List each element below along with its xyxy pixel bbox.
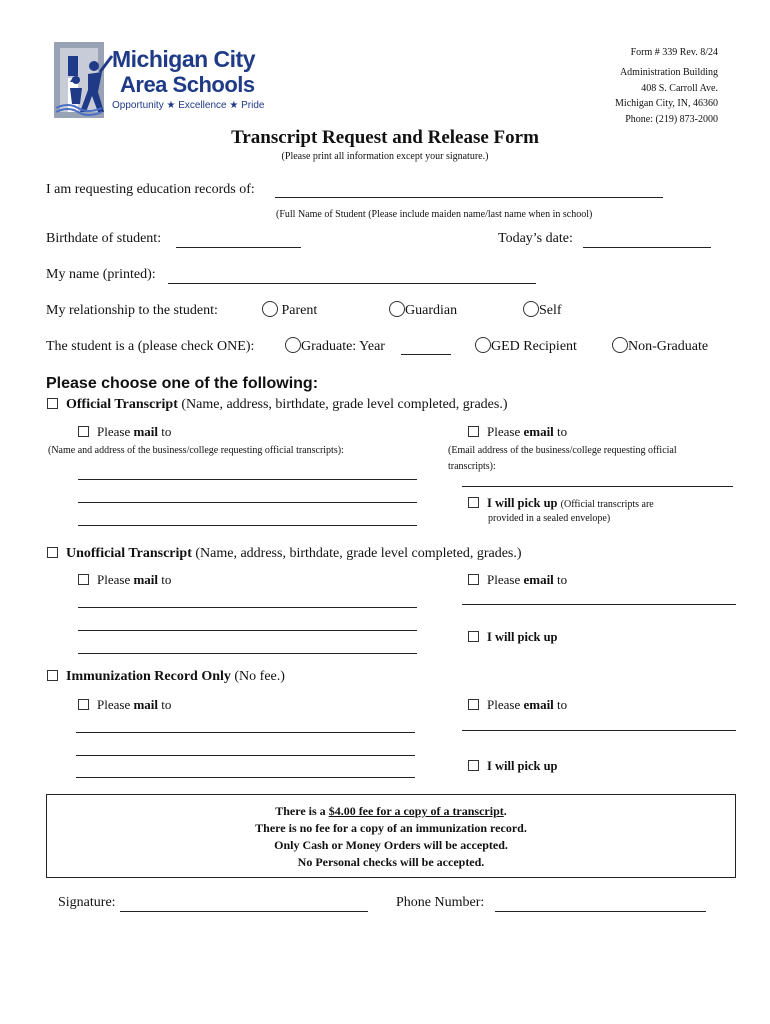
address-line: 408 S. Carroll Ave. (641, 82, 718, 94)
immunization-pickup-checkbox[interactable] (468, 760, 479, 771)
signature-field[interactable] (120, 911, 368, 912)
todays-date-label: Today’s date: (498, 231, 573, 246)
graduation-year-field[interactable] (401, 354, 451, 355)
fee-text: There is a (275, 804, 329, 818)
mail-label-bold: mail (133, 572, 159, 587)
logo-text-line1: Michigan City (112, 46, 256, 72)
immunization-email-option[interactable] (468, 697, 567, 713)
unofficial-mail-line-3[interactable] (78, 653, 417, 654)
official-mail-line-3[interactable] (78, 525, 417, 526)
fee-line-2: There is no fee for a copy of an immunization record. (255, 821, 527, 835)
address-line: Phone: (219) 873-2000 (625, 113, 718, 125)
email-label-post: to (553, 572, 568, 587)
guardian-option[interactable] (389, 301, 457, 319)
pickup-note: (Official transcripts are (560, 499, 654, 510)
graduate-option-label: Graduate: Year (301, 339, 385, 354)
my-name-field[interactable] (168, 283, 536, 284)
unofficial-email-checkbox[interactable] (468, 574, 479, 585)
parent-radio[interactable] (262, 301, 278, 317)
official-mail-checkbox[interactable] (78, 426, 89, 437)
unofficial-transcript-checkbox[interactable] (47, 547, 58, 558)
school-address (615, 65, 718, 127)
pickup-label: I will pick up (487, 630, 558, 644)
email-hint-line: (Email address of the business/college requesting official (448, 445, 677, 456)
non-graduate-radio[interactable] (612, 337, 628, 353)
official-transcript-option[interactable] (47, 397, 508, 413)
official-mail-option[interactable] (78, 424, 171, 440)
immunization-desc: (No fee.) (234, 669, 285, 684)
page-title: Transcript Request and Release Form (231, 127, 539, 148)
immunization-mail-line-2[interactable] (76, 755, 415, 756)
fee-line-3: Only Cash or Money Orders will be accepted. (274, 838, 508, 852)
address-line: Michigan City, IN, 46360 (615, 98, 718, 109)
phone-field[interactable] (495, 911, 706, 912)
immunization-email-checkbox[interactable] (468, 699, 479, 710)
ged-option-label: GED Recipient (491, 339, 577, 354)
address-line: Administration Building (619, 67, 718, 78)
immunization-option[interactable] (47, 669, 285, 685)
immunization-mail-line-3[interactable] (76, 777, 415, 778)
logo-text-line2: Area Schools (120, 72, 255, 97)
guardian-option-label: Guardian (405, 303, 458, 318)
signature-label: Signature: (58, 895, 116, 910)
student-type-label: The student is a (please check ONE): (46, 339, 255, 354)
pickup-label: I will pick up (487, 496, 558, 510)
self-option-label: Self (539, 303, 562, 318)
phone-label: Phone Number: (396, 895, 485, 910)
birthdate-label: Birthdate of student: (46, 231, 162, 246)
self-option[interactable] (523, 301, 562, 319)
non-graduate-option-label: Non-Graduate (628, 339, 709, 354)
email-label-pre: Please (487, 697, 524, 712)
pickup-label: I will pick up (487, 759, 558, 773)
mail-label-bold: mail (133, 697, 159, 712)
immunization-title: Immunization Record Only (66, 669, 231, 684)
unofficial-mail-line-2[interactable] (78, 630, 417, 631)
student-name-field[interactable] (275, 197, 663, 198)
official-email-option[interactable] (468, 424, 567, 440)
form-number: Form # 339 Rev. 8/24 (630, 47, 718, 58)
relationship-label: My relationship to the student: (46, 303, 218, 318)
choose-heading: Please choose one of the following: (46, 375, 319, 392)
full-name-hint: (Full Name of Student (Please include maiden name/last name when in school) (276, 209, 593, 220)
unofficial-pickup-option[interactable] (468, 630, 558, 645)
unofficial-pickup-checkbox[interactable] (468, 631, 479, 642)
email-label-bold: email (523, 572, 554, 587)
email-label-bold: email (523, 424, 554, 439)
email-label-pre: Please (487, 572, 524, 587)
unofficial-email-option[interactable] (468, 572, 567, 588)
graduate-radio[interactable] (285, 337, 301, 353)
official-email-field[interactable] (462, 486, 733, 487)
mail-label-post: to (158, 424, 172, 439)
graduate-option[interactable] (285, 337, 385, 355)
unofficial-email-field[interactable] (462, 604, 736, 605)
todays-date-field[interactable] (583, 247, 711, 248)
email-label-post: to (553, 424, 568, 439)
fee-amount: $4.00 fee for a copy of a transcript (328, 804, 504, 818)
school-logo (54, 42, 284, 118)
official-mail-line-1[interactable] (78, 479, 417, 480)
email-label-bold: email (523, 697, 554, 712)
official-mail-hint: (Name and address of the business/college requesting official transcripts): (48, 445, 344, 456)
official-email-hint (448, 443, 677, 475)
email-label-pre: Please (487, 424, 524, 439)
parent-option-label: Parent (281, 303, 318, 318)
fee-line-1 (47, 803, 735, 820)
unofficial-transcript-option[interactable] (47, 546, 522, 562)
immunization-mail-line-1[interactable] (76, 732, 415, 733)
mail-label-pre: Please (97, 424, 134, 439)
unofficial-mail-line-1[interactable] (78, 607, 417, 608)
unofficial-transcript-desc: (Name, address, birthdate, grade level completed, grades.) (195, 546, 522, 561)
email-label-post: to (553, 697, 568, 712)
fee-notice-box (46, 794, 736, 878)
official-transcript-title: Official Transcript (66, 397, 178, 412)
birthdate-field[interactable] (176, 247, 301, 248)
logo-tagline: Opportunity ★ Excellence ★ Pride (112, 100, 265, 111)
logo-emblem-icon (54, 42, 116, 118)
immunization-checkbox[interactable] (47, 670, 58, 681)
mail-label-bold: mail (133, 424, 159, 439)
unofficial-mail-checkbox[interactable] (78, 574, 89, 585)
official-mail-line-2[interactable] (78, 502, 417, 503)
unofficial-mail-option[interactable] (78, 572, 171, 588)
official-email-checkbox[interactable] (468, 426, 479, 437)
unofficial-transcript-title: Unofficial Transcript (66, 546, 192, 561)
mail-label-pre: Please (97, 572, 134, 587)
immunization-pickup-option[interactable] (468, 759, 558, 774)
non-graduate-option[interactable] (612, 337, 708, 355)
mail-label-post: to (158, 697, 172, 712)
mail-label-pre: Please (97, 697, 134, 712)
immunization-mail-option[interactable] (78, 697, 171, 713)
self-radio[interactable] (523, 301, 539, 317)
official-pickup-note-2: provided in a sealed envelope) (488, 513, 611, 524)
page-subtitle: (Please print all information except your signature.) (281, 151, 489, 162)
guardian-radio[interactable] (389, 301, 405, 317)
ged-option[interactable] (475, 337, 577, 355)
fee-line-4: No Personal checks will be accepted. (297, 855, 485, 869)
ged-radio[interactable] (475, 337, 491, 353)
fee-text: . (503, 804, 507, 818)
immunization-mail-checkbox[interactable] (78, 699, 89, 710)
official-transcript-checkbox[interactable] (47, 398, 58, 409)
email-hint-line: transcripts): (448, 461, 496, 472)
official-pickup-checkbox[interactable] (468, 497, 479, 508)
official-pickup-option[interactable] (468, 496, 654, 511)
requesting-label: I am requesting education records of: (46, 182, 255, 197)
official-transcript-desc: (Name, address, birthdate, grade level completed, grades.) (181, 397, 508, 412)
my-name-label: My name (printed): (46, 267, 156, 282)
mail-label-post: to (158, 572, 172, 587)
parent-option[interactable] (262, 301, 317, 319)
immunization-email-field[interactable] (462, 730, 736, 731)
